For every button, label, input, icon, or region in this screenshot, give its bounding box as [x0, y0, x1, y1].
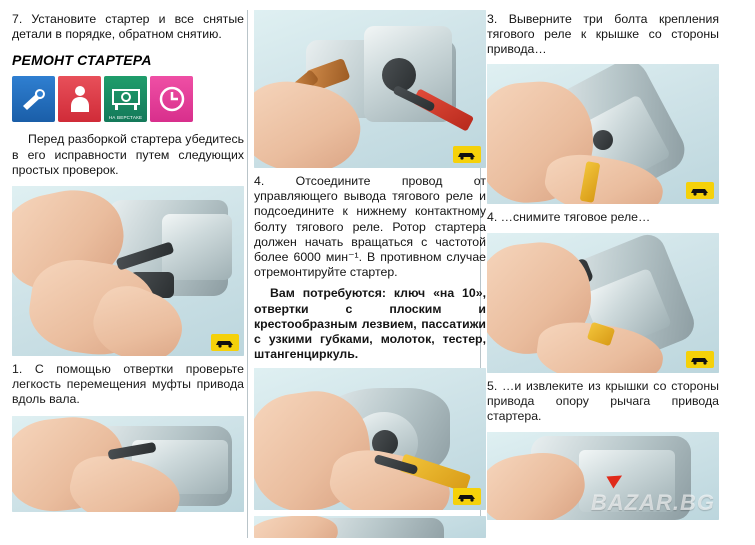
person-icon — [58, 76, 101, 122]
watermark: BAZAR.BG — [590, 490, 715, 516]
step-3-text: 3. Выверните три болта крепления тягового реле к крышке со стороны привода… — [487, 12, 719, 57]
workbench-icon-caption: НА ВЕРСТАКЕ — [108, 115, 143, 121]
clock-icon — [150, 76, 193, 122]
step-1-text: 1. С помощью отвертки проверьте легкость перемещения муфты привода вдоль вала. — [12, 362, 244, 407]
car-badge-icon — [686, 351, 714, 368]
workbench-icon — [104, 76, 147, 122]
starter-drive-clutch-photo — [12, 186, 244, 356]
solenoid-removal-photo — [487, 233, 719, 373]
car-badge-icon — [453, 146, 481, 163]
step-4-text: 4. …снимите тяговое реле… — [487, 209, 651, 224]
column-divider-1 — [247, 10, 248, 538]
starter-bolts-removal-photo — [254, 368, 486, 510]
lever-support-photo — [487, 432, 719, 520]
car-badge-icon — [211, 334, 239, 351]
tools-required-text: Вам потребуются: ключ «на 10», отвертки с плоским и крестообразным лезвием, пассатижи с узкими губками, молоток, тестер, штангенциркуль. — [254, 286, 486, 362]
column-1 — [12, 0, 244, 545]
step-5-text: 5. …и извлеките из крышки со стороны привода опору рычага привода стартера. — [487, 378, 719, 424]
step-7-text: 7. Установите стартер и все снятые детали в порядке, обратном снятию. — [12, 12, 244, 42]
solenoid-bolts-photo — [487, 64, 719, 204]
column-2 — [254, 0, 486, 545]
icon-strip — [12, 76, 244, 122]
starter-shaft-check-photo — [12, 416, 244, 512]
column-3 — [487, 0, 719, 545]
starter-solenoid-wire-photo — [254, 10, 486, 168]
wrench-icon — [12, 76, 55, 122]
starter-disassembly-photo — [254, 516, 486, 538]
step-4-text: 4. Отсоедините провод от управляющего вывода тягового реле и подсоедините к нижнему контактному болту тягового реле. Ротор стартера должен начать вращаться с частотой более 6000 мин⁻¹. В противном случае отремонтируйте стартер. — [254, 174, 486, 280]
section-title: РЕМОНТ СТАРТЕРА — [12, 52, 152, 69]
intro-text: Перед разборкой стартера убедитесь в его исправности путем следующих простых проверок. — [12, 132, 244, 177]
car-badge-icon — [453, 488, 481, 505]
car-badge-icon — [686, 182, 714, 199]
